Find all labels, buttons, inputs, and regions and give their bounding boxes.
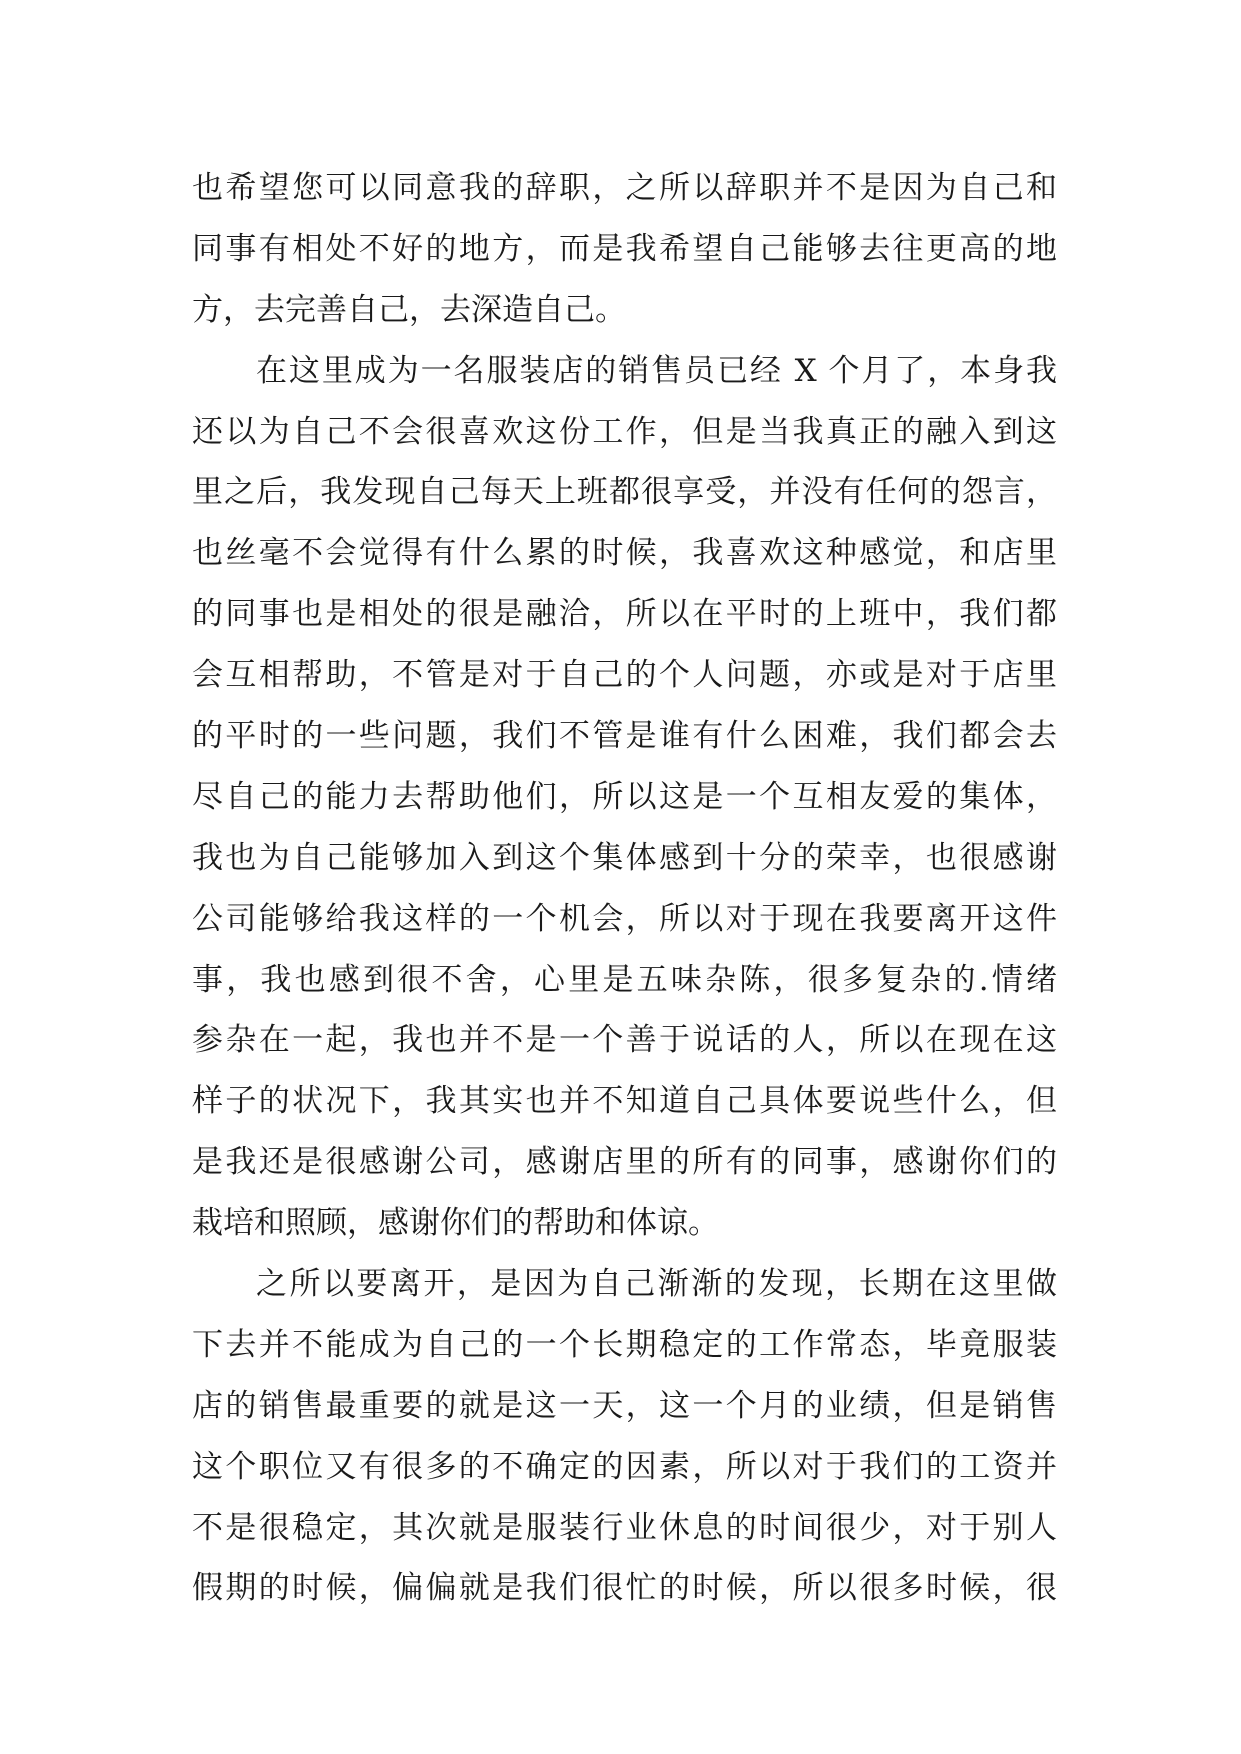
text-line: 也希望您可以同意我的辞职，之所以辞职并不是因为自己和 [192, 170, 1057, 206]
text-line: 店的销售最重要的就是这一天，这一个月的业绩，但是销售 [192, 1387, 1057, 1424]
text-line: 事，我也感到很不舍，心里是五味杂陈，很多复杂的.情绪 [192, 961, 1057, 998]
text-line: 尽自己的能力去帮助他们，所以这是一个互相友爱的集体， [192, 778, 1057, 815]
text-line: 是我还是很感谢公司，感谢店里的所有的同事，感谢你们的 [192, 1144, 1057, 1181]
text-line: 同事有相处不好的地方，而是我希望自己能够去往更高的地 [192, 230, 1057, 267]
text-line: 公司能够给我这样的一个机会，所以对于现在我要离开这件 [192, 900, 1057, 937]
text-line: 的平时的一些问题，我们不管是谁有什么困难，我们都会去 [192, 718, 1057, 755]
text-line: 方，去完善自己，去深造自己。 [192, 291, 626, 328]
body-text [192, 158, 1057, 1619]
text-line: 不是很稳定，其次就是服装行业休息的时间很少，对于别人 [192, 1509, 1057, 1546]
text-line: 样子的状况下，我其实也并不知道自己具体要说些什么，但 [192, 1083, 1057, 1120]
text-line: 我也为自己能够加入到这个集体感到十分的荣幸，也很感谢 [192, 839, 1057, 876]
text-line: 的同事也是相处的很是融洽，所以在平时的上班中，我们都 [192, 596, 1057, 633]
text-line: 也丝毫不会觉得有什么累的时候，我喜欢这种感觉，和店里 [192, 535, 1057, 572]
text-line: 里之后，我发现自己每天上班都很享受，并没有任何的怨言， [192, 474, 1057, 511]
text-line: 这个职位又有很多的不确定的因素，所以对于我们的工资并 [192, 1448, 1057, 1485]
text-line: 下去并不能成为自己的一个长期稳定的工作常态，毕竟服装 [192, 1326, 1057, 1363]
text-line: 之所以要离开，是因为自己渐渐的发现，长期在这里做 [256, 1266, 1057, 1303]
text-line: 栽培和照顾，感谢你们的帮助和体谅。 [192, 1205, 719, 1242]
text-line: 参杂在一起，我也并不是一个善于说话的人，所以在现在这 [192, 1022, 1057, 1059]
text-line: 在这里成为一名服装店的销售员已经 X 个月了，本身我 [256, 352, 1057, 389]
text-line: 假期的时候，偏偏就是我们很忙的时候，所以很多时候，很 [192, 1570, 1057, 1607]
text-line: 会互相帮助，不管是对于自己的个人问题，亦或是对于店里 [192, 657, 1057, 694]
text-line: 还以为自己不会很喜欢这份工作，但是当我真正的融入到这 [192, 413, 1057, 450]
